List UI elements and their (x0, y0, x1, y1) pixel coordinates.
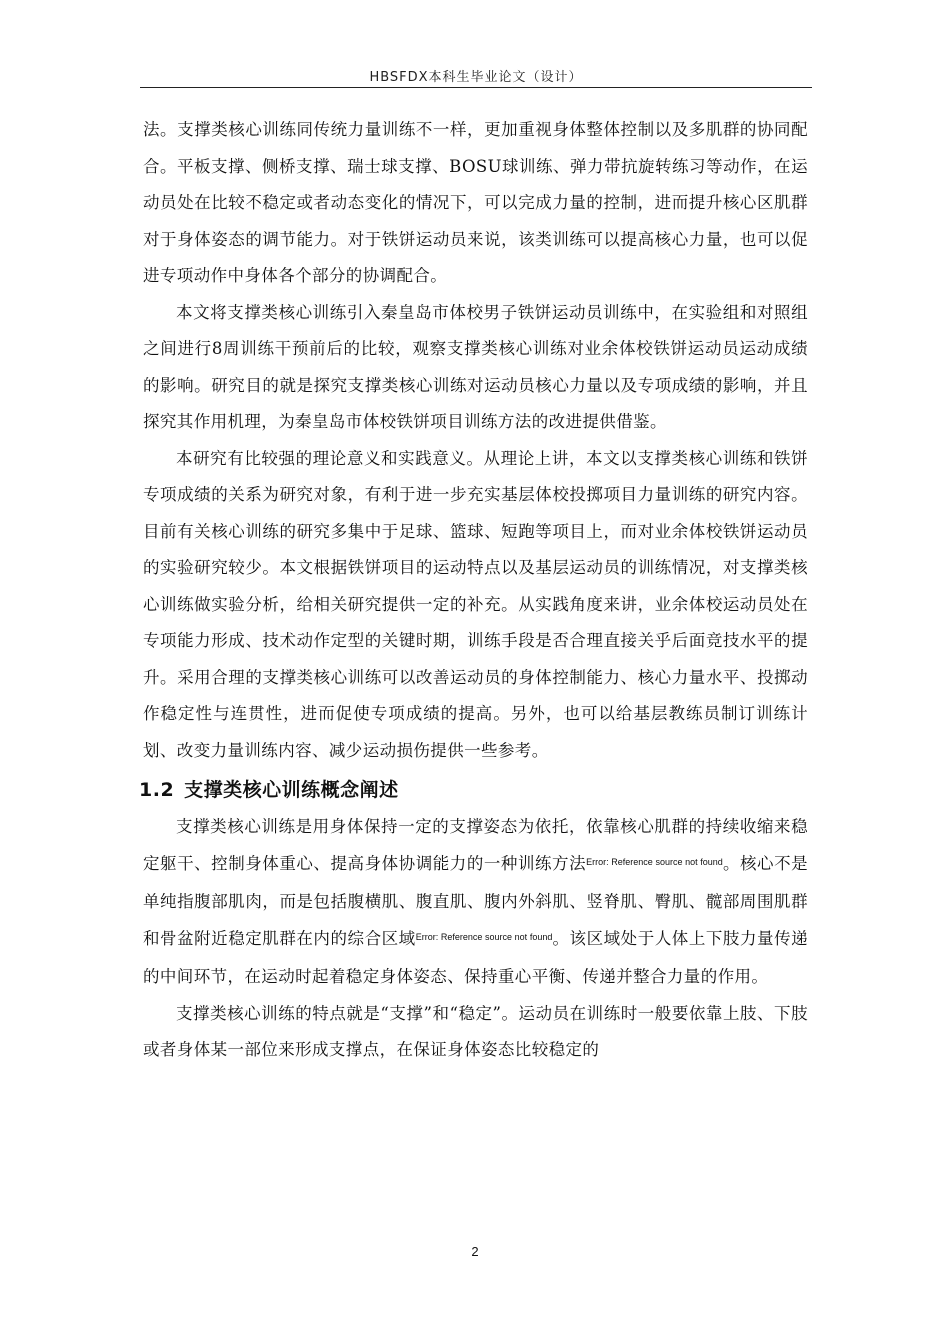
paragraph-text: 。核心不是单纯指腹部肌肉，而是包括腹横肌、腹直肌、腹内外斜肌、竖脊肌、臀肌、髋部周围肌群和骨盆附近稳定肌群在内的综合区域 (143, 853, 809, 948)
body-paragraph-continued: 法。支撑类核心训练同传统力量训练不一样，更加重视身体整体控制以及多肌群的协同配合。平板支撑、侧桥支撑、瑞士球支撑、BOSU球训练、弹力带抗旋转练习等动作，在运动员处在比较不稳定或者动态变化的情况下，可以完成力量的控制，进而提升核心区肌群对于身体姿态的调节能力。对于铁饼运动员来说，该类训练可以提高核心力量，也可以促进专项动作中身体各个部分的协调配合。 (143, 120, 808, 285)
paragraph-text: 支撑类核心训练是用身体保持一定的支撑姿态为依托，依靠核心肌群的持续收缩来稳定躯干、控制身体重心、提高身体协调能力的一种训练方法 (143, 817, 808, 873)
citation-error-reference: Error: Reference source not found (586, 856, 723, 867)
citation-error-reference: Error: Reference source not found (415, 931, 553, 942)
section-title: 支撑类核心训练概念阐述 (184, 779, 399, 801)
paragraph-text: 。该区域处于人体上下肢力量传递的中间环节，在运动时起着稳定身体姿态、保持重心平衡、传递并整合力量的作用。 (143, 928, 809, 986)
page-body (139, 112, 809, 1069)
body-paragraph: 支撑类核心训练的特点就是“支撑”和“稳定”。运动员在训练时一般要依靠上肢、下肢或者身体某一部位来形成支撑点，在保证身体姿态比较稳定的 (143, 1003, 808, 1059)
body-paragraph: 本文将支撑类核心训练引入秦皇岛市体校男子铁饼运动员训练中，在实验组和对照组之间进行8周训练干预前后的比较，观察支撑类核心训练对业余体校铁饼运动员运动成绩的影响。研究目的就是探究支撑类核心训练对运动员核心力量以及专项成绩的影响，并且探究其作用机理，为秦皇岛市体校铁饼项目训练方法的改进提供借鉴。 (143, 302, 808, 431)
body-paragraph: 本研究有比较强的理论意义和实践意义。从理论上讲，本文以支撑类核心训练和铁饼专项成绩的关系为研究对象，有利于进一步充实基层体校投掷项目力量训练的研究内容。目前有关核心训练的研究多集中于足球、篮球、短跑等项目上，而对业余体校铁饼运动员的实验研究较少。本文根据铁饼项目的运动特点以及基层运动员的训练情况，对支撑类核心训练做实验分析，给相关研究提供一定的补充。从实践角度来讲，业余体校运动员处在专项能力形成、技术动作定型的关键时期，训练手段是否合理直接关乎后面竞技水平的提升。采用合理的支撑类核心训练可以改善运动员的身体控制能力、核心力量水平、投掷动作稳定性与连贯性，进而促使专项成绩的提高。另外，也可以给基层教练员制订训练计划、改变力量训练内容、减少运动损伤提供一些参考。 (143, 448, 808, 760)
page-number: 2 (471, 1244, 479, 1259)
running-header: HBSFDX本科生毕业论文（设计） (369, 70, 583, 85)
section-number: 1.2 (139, 779, 175, 801)
section-heading (139, 771, 808, 809)
header-rule (140, 87, 812, 88)
body-paragraph (143, 809, 808, 996)
